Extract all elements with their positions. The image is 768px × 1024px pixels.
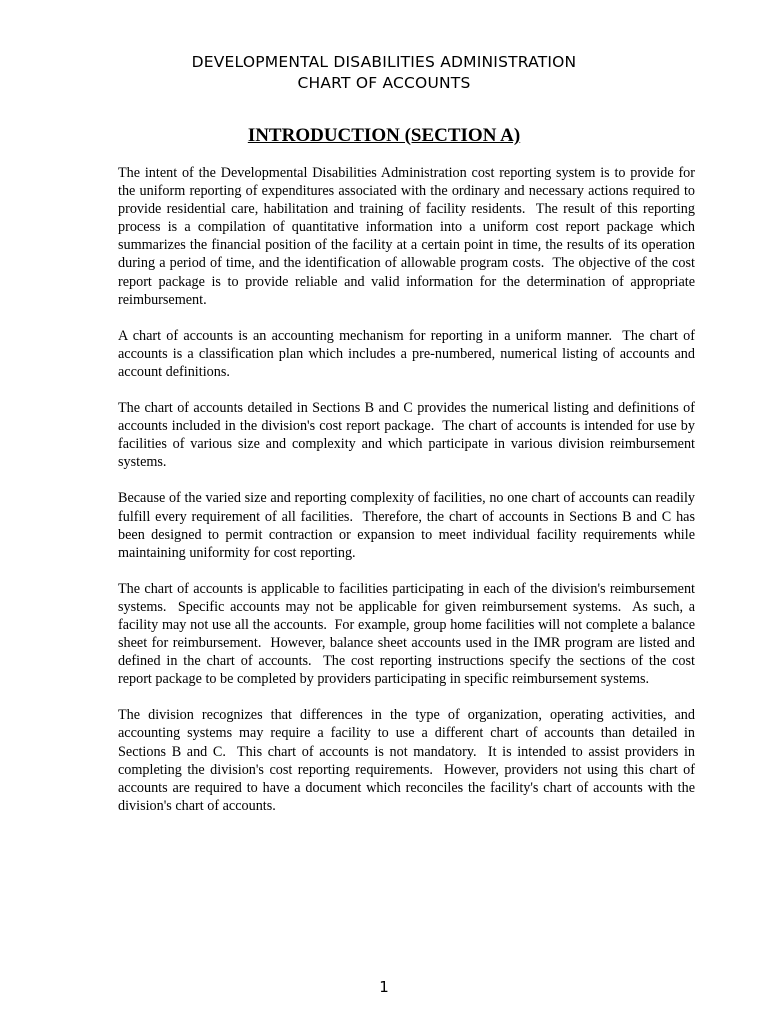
paragraph-intent: The intent of the Developmental Disabilities Administration cost reporting system is to provide for the uniform reporting of expenditures associated with the ordinary and necessary actions required to provide residential care, habilitation and training of facility residents. The result of this reporting process is a compilation of quantitative information into a uniform cost report package which summarizes the financial position of the facility at a certain point in time, the results of its operation during a period of time, and the identification of allowable program costs. The objective of the cost report package is to provide reliable and valid information for the determination of appropriate reimbursement. <box>118 165 699 308</box>
document-header <box>0 52 768 94</box>
section-title: INTRODUCTION (SECTION A) <box>247 125 521 146</box>
paragraph-division-recognizes: The division recognizes that differences in the type of organization, operating activities, and accounting systems may require a facility to use a different chart of accounts than detailed in Sections B and C. This chart of accounts is not mandatory. It is intended to assist providers in completing the division's cost reporting requirements. However, providers not using this chart of accounts are required to have a document which reconciles the facility's chart of accounts with the division's chart of accounts. <box>118 707 699 814</box>
header-document-title: CHART OF ACCOUNTS <box>297 74 471 92</box>
paragraph-applicability: The chart of accounts is applicable to facilities participating in each of the division's reimbursement systems. Specific accounts may not be applicable for given reimbursement systems. As such, a facility may not use all the accounts. For example, group home facilities will not complete a balance sheet for reimbursement. However, balance sheet accounts used in the IMR program are listed and defined in the chart of accounts. The cost reporting instructions specify the sections of the cost report package to be completed by providers participating in specific reimbursement systems. <box>118 580 699 688</box>
paragraph-sections-detail: The chart of accounts detailed in Sections B and C provides the numerical listing and definitions of accounts included in the division's cost report package. The chart of accounts is intended for use by facilities of various size and complexity and which participate in various division reimbursement systems. <box>118 400 699 471</box>
paragraph-varied-size: Because of the varied size and reporting complexity of facilities, no one chart of accounts can readily fulfill every requirement of all facilities. Therefore, the chart of accounts in Sections B and C has been designed to permit contraction or expansion to meet individual facility requirements while maintaining uniformity for cost reporting. <box>118 490 699 561</box>
header-agency-name: DEVELOPMENTAL DISABILITIES ADMINISTRATION <box>191 53 577 71</box>
paragraph-chart-definition: A chart of accounts is an accounting mechanism for reporting in a uniform manner. The chart of accounts is a classification plan which includes a pre-numbered, numerical listing of accounts and account definitions. <box>118 327 699 380</box>
page-number: 1 <box>379 978 389 996</box>
document-body <box>118 164 699 833</box>
